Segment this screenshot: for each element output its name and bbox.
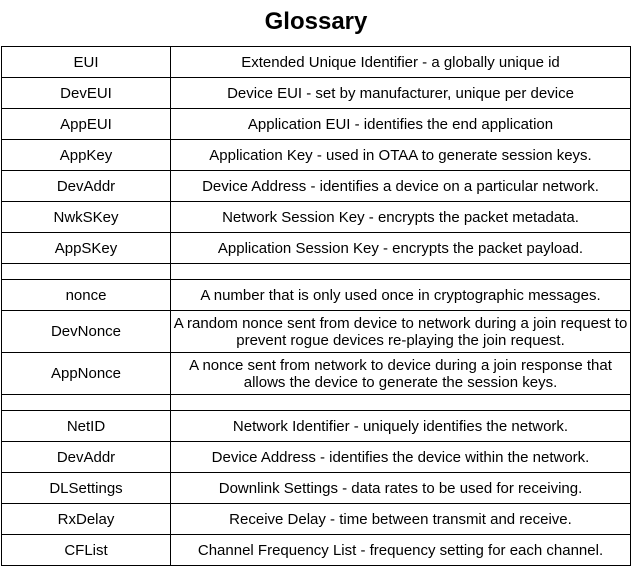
- term-cell: AppSKey: [2, 233, 171, 264]
- definition-cell: A nonce sent from network to device during a join response that allows the device to generate the session keys.: [171, 353, 631, 395]
- definition-cell: Application Session Key - encrypts the packet payload.: [171, 233, 631, 264]
- empty-cell: [2, 264, 171, 280]
- definition-cell: Network Session Key - encrypts the packet metadata.: [171, 202, 631, 233]
- spacer-row: [2, 264, 631, 280]
- definition-cell: A random nonce sent from device to network during a join request to prevent rogue devices re-playing the join request.: [171, 311, 631, 353]
- definition-cell: Application EUI - identifies the end application: [171, 109, 631, 140]
- definition-cell: Device Address - identifies the device within the network.: [171, 442, 631, 473]
- table-row: [2, 233, 631, 264]
- term-cell: NetID: [2, 411, 171, 442]
- definition-cell: Channel Frequency List - frequency setting for each channel.: [171, 535, 631, 566]
- table-row: [2, 280, 631, 311]
- term-cell: DevAddr: [2, 171, 171, 202]
- spacer-row: [2, 395, 631, 411]
- definition-cell: Device Address - identifies a device on a particular network.: [171, 171, 631, 202]
- definition-cell: Network Identifier - uniquely identifies the network.: [171, 411, 631, 442]
- term-cell: EUI: [2, 47, 171, 78]
- table-row: [2, 171, 631, 202]
- term-cell: AppKey: [2, 140, 171, 171]
- empty-cell: [171, 264, 631, 280]
- table-row: [2, 411, 631, 442]
- table-row: [2, 504, 631, 535]
- table-row: [2, 442, 631, 473]
- table-row: [2, 202, 631, 233]
- table-row: [2, 78, 631, 109]
- definition-cell: Downlink Settings - data rates to be used for receiving.: [171, 473, 631, 504]
- definition-cell: Application Key - used in OTAA to generate session keys.: [171, 140, 631, 171]
- term-cell: DevNonce: [2, 311, 171, 353]
- glossary-table: [1, 46, 631, 566]
- term-cell: DLSettings: [2, 473, 171, 504]
- definition-cell: A number that is only used once in cryptographic messages.: [171, 280, 631, 311]
- term-cell: NwkSKey: [2, 202, 171, 233]
- table-row: [2, 473, 631, 504]
- term-cell: nonce: [2, 280, 171, 311]
- term-cell: CFList: [2, 535, 171, 566]
- table-row: [2, 109, 631, 140]
- term-cell: AppNonce: [2, 353, 171, 395]
- table-row: [2, 311, 631, 353]
- term-cell: DevEUI: [2, 78, 171, 109]
- empty-cell: [2, 395, 171, 411]
- table-row: [2, 140, 631, 171]
- definition-cell: Receive Delay - time between transmit and receive.: [171, 504, 631, 535]
- table-row: [2, 47, 631, 78]
- table-row: [2, 353, 631, 395]
- term-cell: RxDelay: [2, 504, 171, 535]
- empty-cell: [171, 395, 631, 411]
- table-row: [2, 535, 631, 566]
- definition-cell: Device EUI - set by manufacturer, unique per device: [171, 78, 631, 109]
- definition-cell: Extended Unique Identifier - a globally unique id: [171, 47, 631, 78]
- term-cell: DevAddr: [2, 442, 171, 473]
- term-cell: AppEUI: [2, 109, 171, 140]
- page-title: Glossary: [264, 8, 368, 35]
